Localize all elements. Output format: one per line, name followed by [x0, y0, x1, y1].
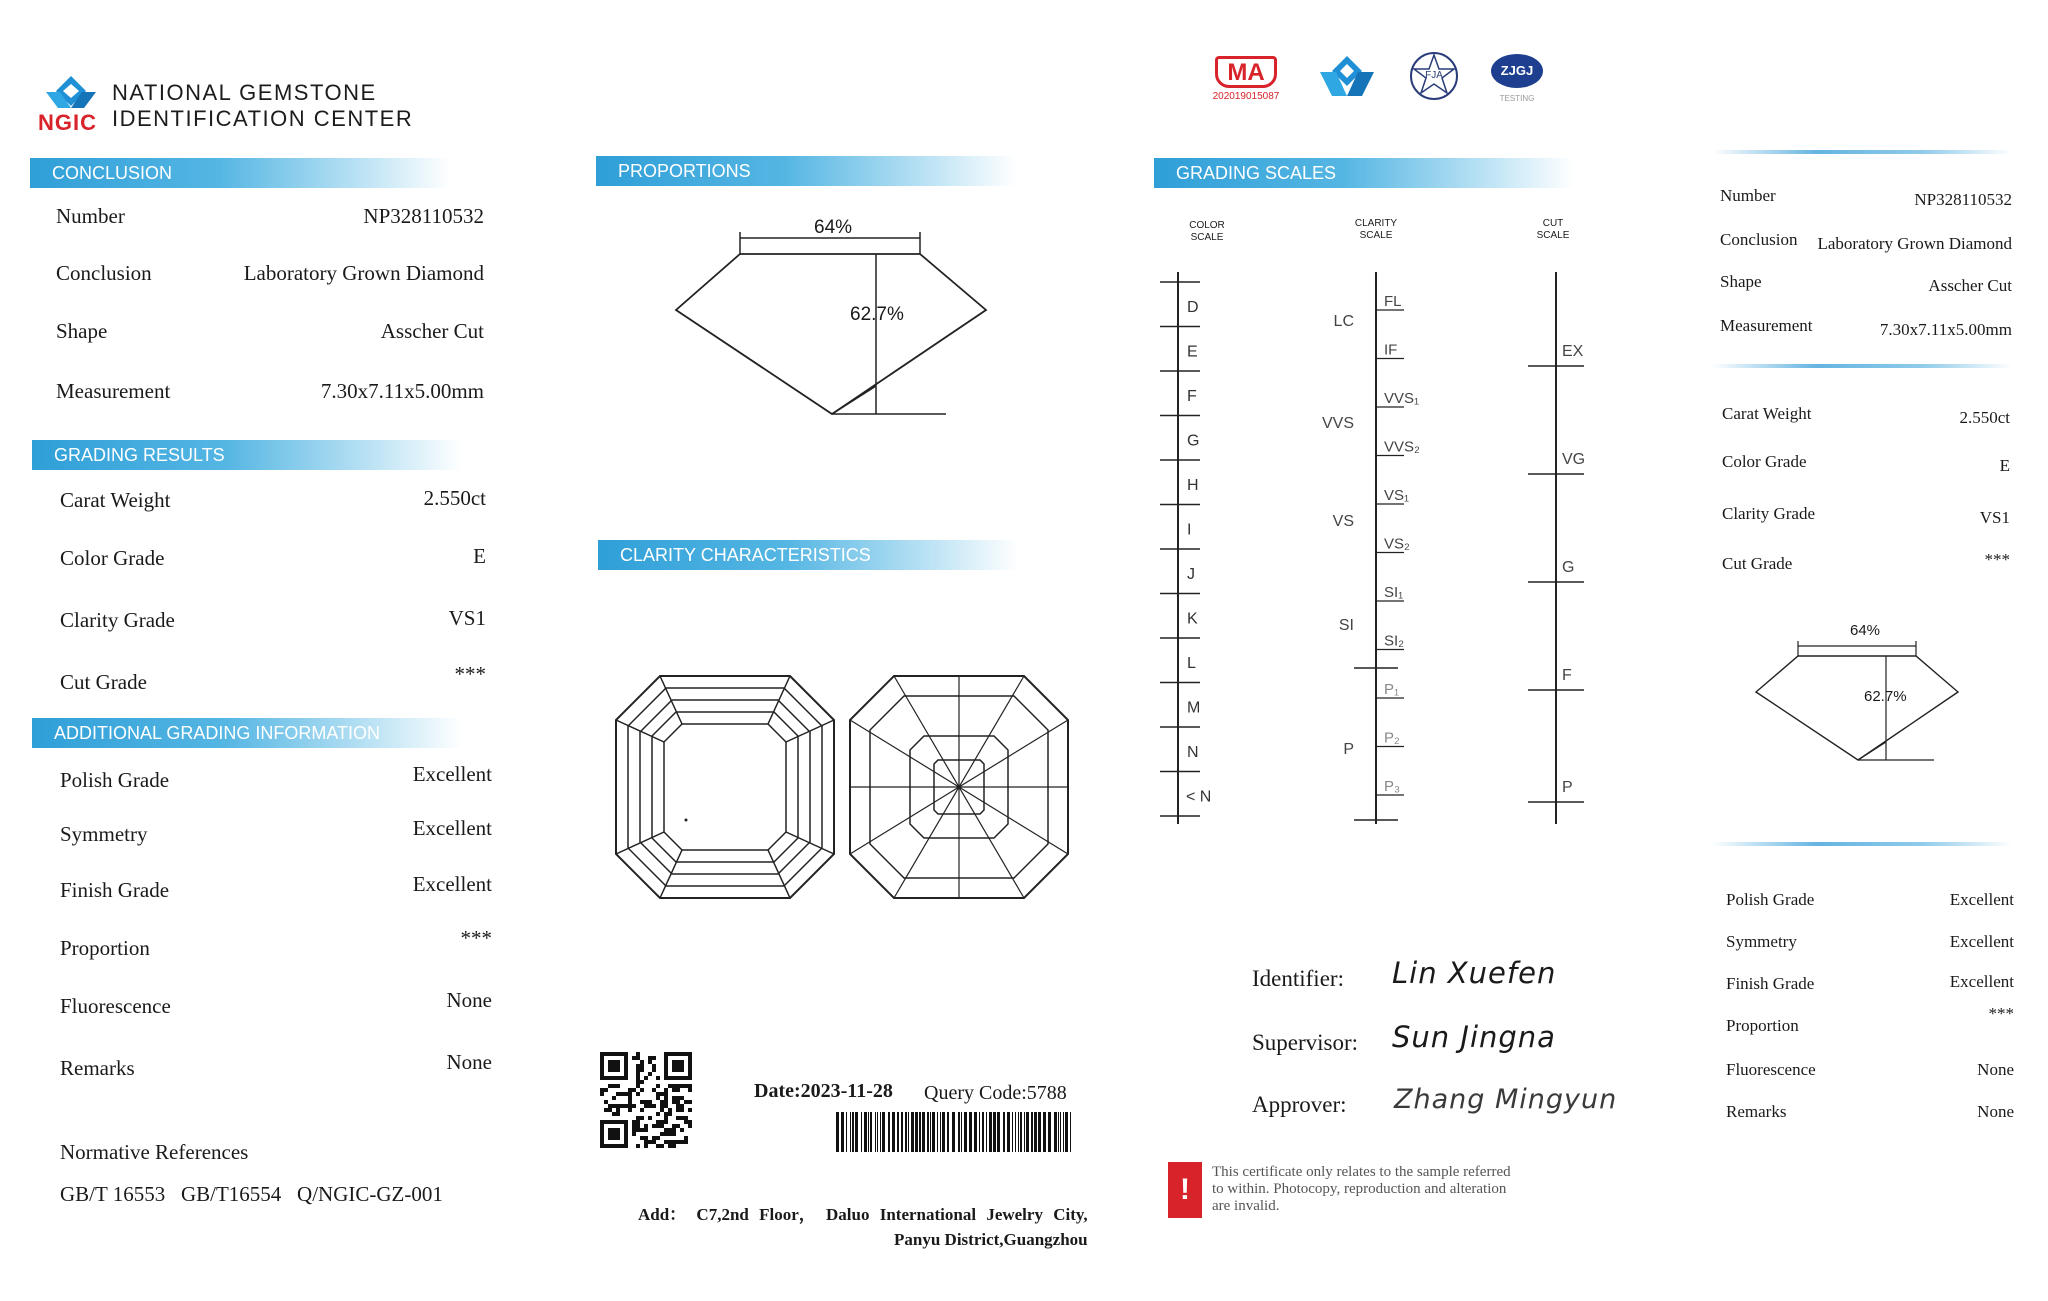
- cma-logo: [1208, 56, 1284, 112]
- address-line2: Panyu District,Guangzhou: [894, 1230, 1088, 1249]
- additional-value-0: Excellent: [412, 762, 492, 786]
- clarity-grade-4: VS₁: [1384, 487, 1410, 504]
- grading-value-3: ***: [454, 662, 486, 686]
- summary-depth-pct: 62.7%: [1864, 688, 1907, 705]
- cut-scale-title-1: CUT: [1542, 218, 1564, 229]
- clarity-grade-7: SI₂: [1384, 632, 1404, 650]
- clarity-grade-9: P₂: [1384, 729, 1400, 747]
- summary-bottom-label-4: Fluorescence: [1726, 1060, 1816, 1079]
- clarity-characteristics-banner: CLARITY CHARACTERISTICS: [598, 540, 1018, 570]
- color-grade-9: M: [1187, 699, 1201, 717]
- color-grade-6: J: [1187, 566, 1195, 583]
- summary-divider-bottom: [1712, 842, 2012, 846]
- cma-mark: [1215, 56, 1277, 88]
- summary-mid-value-3: ***: [1984, 550, 2010, 569]
- summary-mid-value-2: VS1: [1979, 508, 2010, 527]
- cma-text: MA: [1227, 59, 1265, 86]
- clarity-grade-8: P₁: [1384, 681, 1400, 698]
- clarity-grade-0: FL: [1384, 293, 1402, 310]
- logo-text: NGIC: [38, 110, 97, 135]
- conclusion-value-1: Laboratory Grown Diamond: [243, 261, 484, 285]
- color-grade-3: G: [1187, 432, 1200, 450]
- summary-bottom-label-0: Polish Grade: [1726, 890, 1815, 909]
- summary-bottom-value-1: Excellent: [1949, 932, 2014, 951]
- report-date: Date:2023-11-28: [754, 1080, 893, 1102]
- supervisor-label: Supervisor:: [1252, 1030, 1359, 1055]
- notice-line3: are invalid.: [1212, 1198, 1280, 1214]
- supervisor-signature: Sun Jingna: [1392, 1020, 1556, 1054]
- color-scale-title-2: SCALE: [1190, 232, 1224, 243]
- clarity-scale-title-1: CLARITY: [1354, 218, 1398, 229]
- additional-value-3: ***: [460, 926, 492, 950]
- cut-scale-title-2: SCALE: [1536, 230, 1570, 241]
- additional-label-0: Polish Grade: [60, 768, 170, 792]
- clarity-scale-title: [1346, 218, 1406, 242]
- summary-mid-value-0: 2.550ct: [1959, 408, 2010, 427]
- color-grade-1: E: [1187, 343, 1198, 361]
- clarity-group-2: VS: [1332, 513, 1354, 530]
- additional-value-2: Excellent: [412, 872, 492, 896]
- summary-mid-value-1: E: [1999, 456, 2010, 475]
- summary-bottom-value-3: ***: [1988, 1004, 2014, 1023]
- approver-signature: Zhang Mingyun: [1394, 1084, 1618, 1115]
- cut-grade-3: F: [1562, 667, 1572, 684]
- clarity-scale-title-2: SCALE: [1359, 230, 1393, 241]
- additional-label-2: Finish Grade: [60, 878, 170, 902]
- identifier-signature: Lin Xuefen: [1392, 956, 1557, 990]
- additional-label-3: Proportion: [60, 936, 150, 960]
- summary-divider-top: [1712, 150, 2012, 154]
- grading-label-1: Color Grade: [60, 546, 165, 570]
- grading-label-3: Cut Grade: [60, 670, 147, 694]
- clarity-grade-3: VVS₂: [1384, 438, 1420, 456]
- proportion-table-pct: 64%: [814, 217, 853, 238]
- conclusion-label-0: Number: [56, 204, 125, 228]
- summary-mid-label-2: Clarity Grade: [1722, 504, 1815, 523]
- conclusion-label-3: Measurement: [56, 379, 171, 403]
- summary-top-value-2: Asscher Cut: [1928, 276, 2012, 295]
- org-name-line2: IDENTIFICATION CENTER: [112, 106, 414, 131]
- summary-top-label-0: Number: [1720, 186, 1776, 205]
- zjgj-badge: [1491, 54, 1543, 88]
- clarity-group-3: SI: [1338, 617, 1354, 634]
- grading-results-banner: GRADING RESULTS: [32, 440, 462, 470]
- grading-scales-banner: GRADING SCALES: [1154, 158, 1574, 188]
- summary-top-label-3: Measurement: [1720, 316, 1813, 335]
- org-name-line1: NATIONAL GEMSTONE: [112, 80, 377, 105]
- additional-label-4: Fluorescence: [60, 994, 171, 1018]
- proportion-diagram: [660, 218, 1000, 428]
- grading-value-1: E: [473, 544, 486, 568]
- proportions-banner: PROPORTIONS: [596, 156, 1016, 186]
- conclusion-label-2: Shape: [56, 319, 108, 343]
- additional-value-1: Excellent: [412, 816, 492, 840]
- barcode[interactable]: [836, 1112, 1076, 1152]
- summary-bottom-label-2: Finish Grade: [1726, 974, 1815, 993]
- conclusion-value-3: 7.30x7.11x5.00mm: [320, 379, 484, 403]
- proportion-depth-pct: 62.7%: [850, 304, 904, 325]
- additional-label-1: Symmetry: [60, 822, 148, 846]
- summary-top-value-1: Laboratory Grown Diamond: [1817, 234, 2012, 253]
- summary-mid-label-0: Carat Weight: [1722, 404, 1812, 423]
- clarity-grade-5: VS₂: [1384, 535, 1410, 553]
- summary-top-label-1: Conclusion: [1720, 230, 1798, 249]
- summary-bottom-value-0: Excellent: [1949, 890, 2014, 909]
- notice-line1: This certificate only relates to the sample referred: [1212, 1164, 1511, 1180]
- color-grade-7: K: [1187, 610, 1198, 628]
- fja-logo: [1408, 50, 1460, 107]
- summary-top-value-0: NP328110532: [1914, 190, 2012, 209]
- notice-text: [1212, 1164, 1511, 1215]
- color-grade-0: D: [1187, 299, 1199, 316]
- color-grade-11: < N: [1186, 788, 1212, 806]
- normative-refs: GB/T 16553 GB/T16554 Q/NGIC-GZ-001: [60, 1182, 443, 1206]
- identifier-label: Identifier:: [1252, 966, 1344, 991]
- clarity-group-0: LC: [1333, 313, 1354, 330]
- summary-divider-mid: [1712, 364, 2012, 368]
- notice-line2: to within. Photocopy, reproduction and alteration: [1212, 1181, 1507, 1197]
- color-grade-2: F: [1187, 388, 1197, 405]
- conclusion-value-2: Asscher Cut: [380, 319, 484, 343]
- qr-code[interactable]: [600, 1052, 692, 1148]
- clarity-plot-bottom-view: [848, 674, 1070, 900]
- summary-mid-label-3: Cut Grade: [1722, 554, 1793, 573]
- clarity-plot-top-view: [614, 674, 836, 900]
- diamond-cert-icon: [1316, 54, 1378, 115]
- clarity-grade-1: IF: [1384, 341, 1398, 359]
- summary-bottom-label-3: Proportion: [1726, 1016, 1799, 1035]
- clarity-grade-6: SI₁: [1384, 584, 1404, 601]
- additional-value-5: None: [446, 1050, 492, 1074]
- color-grade-8: L: [1187, 655, 1196, 672]
- color-grade-5: I: [1187, 521, 1192, 539]
- query-code: Query Code:5788: [924, 1082, 1067, 1104]
- cut-grade-2: G: [1562, 559, 1575, 576]
- color-scale-title: [1180, 220, 1234, 244]
- additional-value-4: None: [446, 988, 492, 1012]
- zjgj-sub: TESTING: [1499, 94, 1535, 103]
- color-grade-10: N: [1187, 744, 1199, 761]
- additional-banner: ADDITIONAL GRADING INFORMATION: [32, 718, 462, 748]
- clarity-group-1: VVS: [1321, 415, 1354, 432]
- zjgj-logo: [1488, 54, 1546, 110]
- grading-label-0: Carat Weight: [60, 488, 171, 512]
- approver-label: Approver:: [1252, 1092, 1347, 1117]
- summary-bottom-label-5: Remarks: [1726, 1102, 1787, 1121]
- conclusion-banner: CONCLUSION: [30, 158, 450, 188]
- clarity-grade-10: P₃: [1384, 778, 1401, 795]
- summary-proportion-diagram: [1752, 636, 1964, 766]
- additional-label-5: Remarks: [60, 1056, 135, 1080]
- grading-scales-diagram: [1160, 260, 1620, 830]
- cma-number: 202019015087: [1212, 91, 1280, 102]
- cut-grade-0: EX: [1562, 343, 1584, 360]
- cut-grade-4: P: [1562, 779, 1573, 796]
- grading-value-0: 2.550ct: [423, 486, 486, 510]
- warning-icon: !: [1168, 1162, 1202, 1218]
- grading-label-2: Clarity Grade: [60, 608, 175, 632]
- clarity-grade-2: VVS₁: [1384, 390, 1420, 407]
- summary-table-pct: 64%: [1850, 622, 1881, 639]
- cut-scale-title: [1526, 218, 1580, 242]
- summary-top-label-2: Shape: [1720, 272, 1762, 291]
- clarity-group-4: P: [1343, 741, 1354, 758]
- summary-bottom-label-1: Symmetry: [1726, 932, 1797, 951]
- notice-box: [1168, 1158, 1608, 1220]
- conclusion-value-0: NP328110532: [363, 204, 484, 228]
- address-line1: Add： C7,2nd Floor， Daluo International Jewelry City,: [638, 1205, 1088, 1224]
- summary-bottom-value-4: None: [1977, 1060, 2014, 1079]
- color-grade-4: H: [1187, 477, 1199, 494]
- grading-value-2: VS1: [448, 606, 486, 630]
- summary-mid-label-1: Color Grade: [1722, 452, 1807, 471]
- fja-text: FJA: [1425, 70, 1443, 81]
- normative-heading: Normative References: [60, 1140, 249, 1164]
- color-scale-title-1: COLOR: [1189, 220, 1225, 231]
- conclusion-label-1: Conclusion: [56, 261, 152, 285]
- zjgj-text: ZJGJ: [1500, 63, 1534, 78]
- cut-grade-1: VG: [1562, 451, 1586, 468]
- summary-bottom-value-5: None: [1977, 1102, 2014, 1121]
- summary-bottom-value-2: Excellent: [1949, 972, 2014, 991]
- summary-top-value-3: 7.30x7.11x5.00mm: [1879, 320, 2012, 339]
